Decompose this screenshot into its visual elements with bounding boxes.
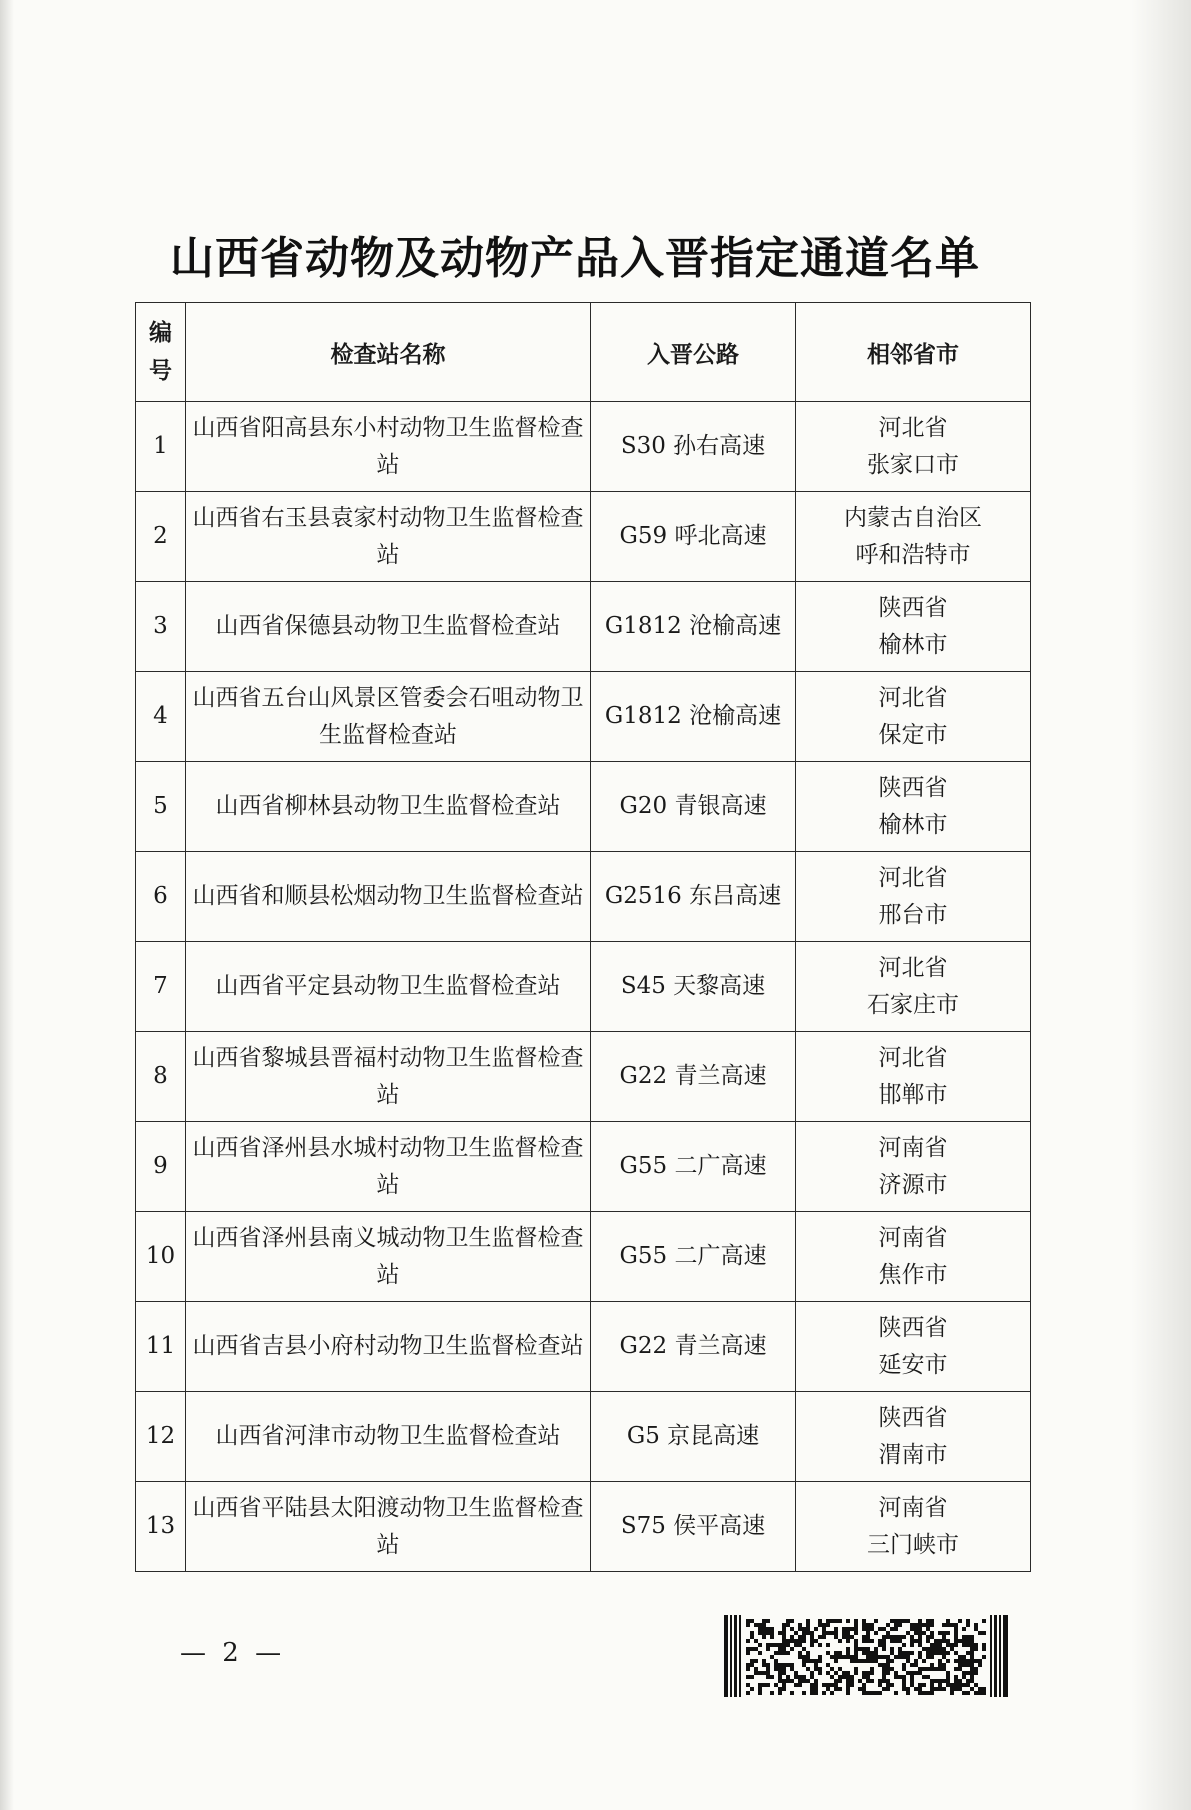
- adjacent-province: [796, 1032, 1031, 1122]
- station-name: 山西省泽州县水城村动物卫生监督检查站: [186, 1122, 591, 1212]
- adjacent-province: [796, 1212, 1031, 1302]
- station-name: 山西省黎城县晋福村动物卫生监督检查站: [186, 1032, 591, 1122]
- adjacent-province: [796, 1122, 1031, 1212]
- province-name: 河南省: [878, 1494, 948, 1521]
- header-road: 入晋公路: [591, 303, 796, 402]
- city-name: 邢台市: [878, 901, 948, 928]
- header-province: 相邻省市: [796, 303, 1031, 402]
- row-number: 5: [136, 762, 186, 852]
- province-name: 河北省: [878, 954, 948, 981]
- table-body: [136, 402, 1031, 1572]
- adjacent-province: [796, 672, 1031, 762]
- station-name: 山西省柳林县动物卫生监督检查站: [186, 762, 591, 852]
- province-name: 河北省: [878, 1044, 948, 1071]
- entry-road: S30 孙右高速: [591, 402, 796, 492]
- table-row: [136, 1392, 1031, 1482]
- header-station: 检查站名称: [186, 303, 591, 402]
- province-name: 陕西省: [878, 1404, 948, 1431]
- row-number: 10: [136, 1212, 186, 1302]
- row-number: 1: [136, 402, 186, 492]
- adjacent-province: [796, 582, 1031, 672]
- table-row: [136, 1032, 1031, 1122]
- table-row: [136, 492, 1031, 582]
- city-name: 保定市: [878, 721, 948, 748]
- row-number: 12: [136, 1392, 186, 1482]
- city-name: 石家庄市: [867, 991, 959, 1018]
- barcode-graphic: [724, 1615, 1008, 1697]
- row-number: 2: [136, 492, 186, 582]
- header-number: [136, 303, 186, 402]
- entry-road: G22 青兰高速: [591, 1302, 796, 1392]
- adjacent-province: [796, 492, 1031, 582]
- province-name: 河北省: [878, 864, 948, 891]
- table-row: [136, 1212, 1031, 1302]
- station-name: 山西省右玉县袁家村动物卫生监督检查站: [186, 492, 591, 582]
- table-row: [136, 1482, 1031, 1572]
- station-name: 山西省吉县小府村动物卫生监督检查站: [186, 1302, 591, 1392]
- checkpoint-table: [135, 302, 1031, 1572]
- row-number: 3: [136, 582, 186, 672]
- station-name: 山西省平定县动物卫生监督检查站: [186, 942, 591, 1032]
- city-name: 三门峡市: [867, 1531, 959, 1558]
- table-row: [136, 402, 1031, 492]
- city-name: 榆林市: [878, 631, 948, 658]
- adjacent-province: [796, 762, 1031, 852]
- station-name: 山西省河津市动物卫生监督检查站: [186, 1392, 591, 1482]
- table-row: [136, 942, 1031, 1032]
- city-name: 张家口市: [867, 451, 959, 478]
- entry-road: G2516 东吕高速: [591, 852, 796, 942]
- table-row: [136, 852, 1031, 942]
- entry-road: G1812 沧榆高速: [591, 582, 796, 672]
- station-name: 山西省五台山风景区管委会石咀动物卫生监督检查站: [186, 672, 591, 762]
- row-number: 8: [136, 1032, 186, 1122]
- table-row: [136, 762, 1031, 852]
- entry-road: G1812 沧榆高速: [591, 672, 796, 762]
- city-name: 渭南市: [878, 1441, 948, 1468]
- province-name: 河南省: [878, 1134, 948, 1161]
- page-number: — 2 —: [180, 1638, 286, 1668]
- row-number: 7: [136, 942, 186, 1032]
- station-name: 山西省平陆县太阳渡动物卫生监督检查站: [186, 1482, 591, 1572]
- province-name: 陕西省: [878, 774, 948, 801]
- adjacent-province: [796, 1482, 1031, 1572]
- table-row: [136, 1302, 1031, 1392]
- city-name: 济源市: [878, 1171, 948, 1198]
- station-name: 山西省保德县动物卫生监督检查站: [186, 582, 591, 672]
- province-name: 陕西省: [878, 1314, 948, 1341]
- adjacent-province: [796, 1392, 1031, 1482]
- entry-road: G5 京昆高速: [591, 1392, 796, 1482]
- station-name: 山西省和顺县松烟动物卫生监督检查站: [186, 852, 591, 942]
- station-name: 山西省泽州县南义城动物卫生监督检查站: [186, 1212, 591, 1302]
- city-name: 焦作市: [878, 1261, 948, 1288]
- table-header-row: [136, 303, 1031, 402]
- entry-road: G55 二广高速: [591, 1122, 796, 1212]
- table-row: [136, 1122, 1031, 1212]
- table-row: [136, 672, 1031, 762]
- city-name: 榆林市: [878, 811, 948, 838]
- province-name: 河南省: [878, 1224, 948, 1251]
- province-name: 陕西省: [878, 594, 948, 621]
- entry-road: G22 青兰高速: [591, 1032, 796, 1122]
- row-number: 11: [136, 1302, 186, 1392]
- province-name: 内蒙古自治区: [844, 504, 982, 531]
- entry-road: S45 天黎高速: [591, 942, 796, 1032]
- entry-road: G59 呼北高速: [591, 492, 796, 582]
- header-number-line1: 编: [149, 320, 172, 346]
- table-row: [136, 582, 1031, 672]
- row-number: 9: [136, 1122, 186, 1212]
- city-name: 呼和浩特市: [855, 541, 971, 568]
- adjacent-province: [796, 852, 1031, 942]
- entry-road: G20 青银高速: [591, 762, 796, 852]
- province-name: 河北省: [878, 414, 948, 441]
- adjacent-province: [796, 402, 1031, 492]
- city-name: 邯郸市: [878, 1081, 948, 1108]
- header-number-line2: 号: [149, 358, 172, 384]
- document-title: 山西省动物及动物产品入晋指定通道名单: [170, 233, 980, 284]
- city-name: 延安市: [878, 1351, 948, 1378]
- row-number: 13: [136, 1482, 186, 1572]
- row-number: 4: [136, 672, 186, 762]
- province-name: 河北省: [878, 684, 948, 711]
- entry-road: S75 侯平高速: [591, 1482, 796, 1572]
- row-number: 6: [136, 852, 186, 942]
- adjacent-province: [796, 1302, 1031, 1392]
- station-name: 山西省阳高县东小村动物卫生监督检查站: [186, 402, 591, 492]
- entry-road: G55 二广高速: [591, 1212, 796, 1302]
- adjacent-province: [796, 942, 1031, 1032]
